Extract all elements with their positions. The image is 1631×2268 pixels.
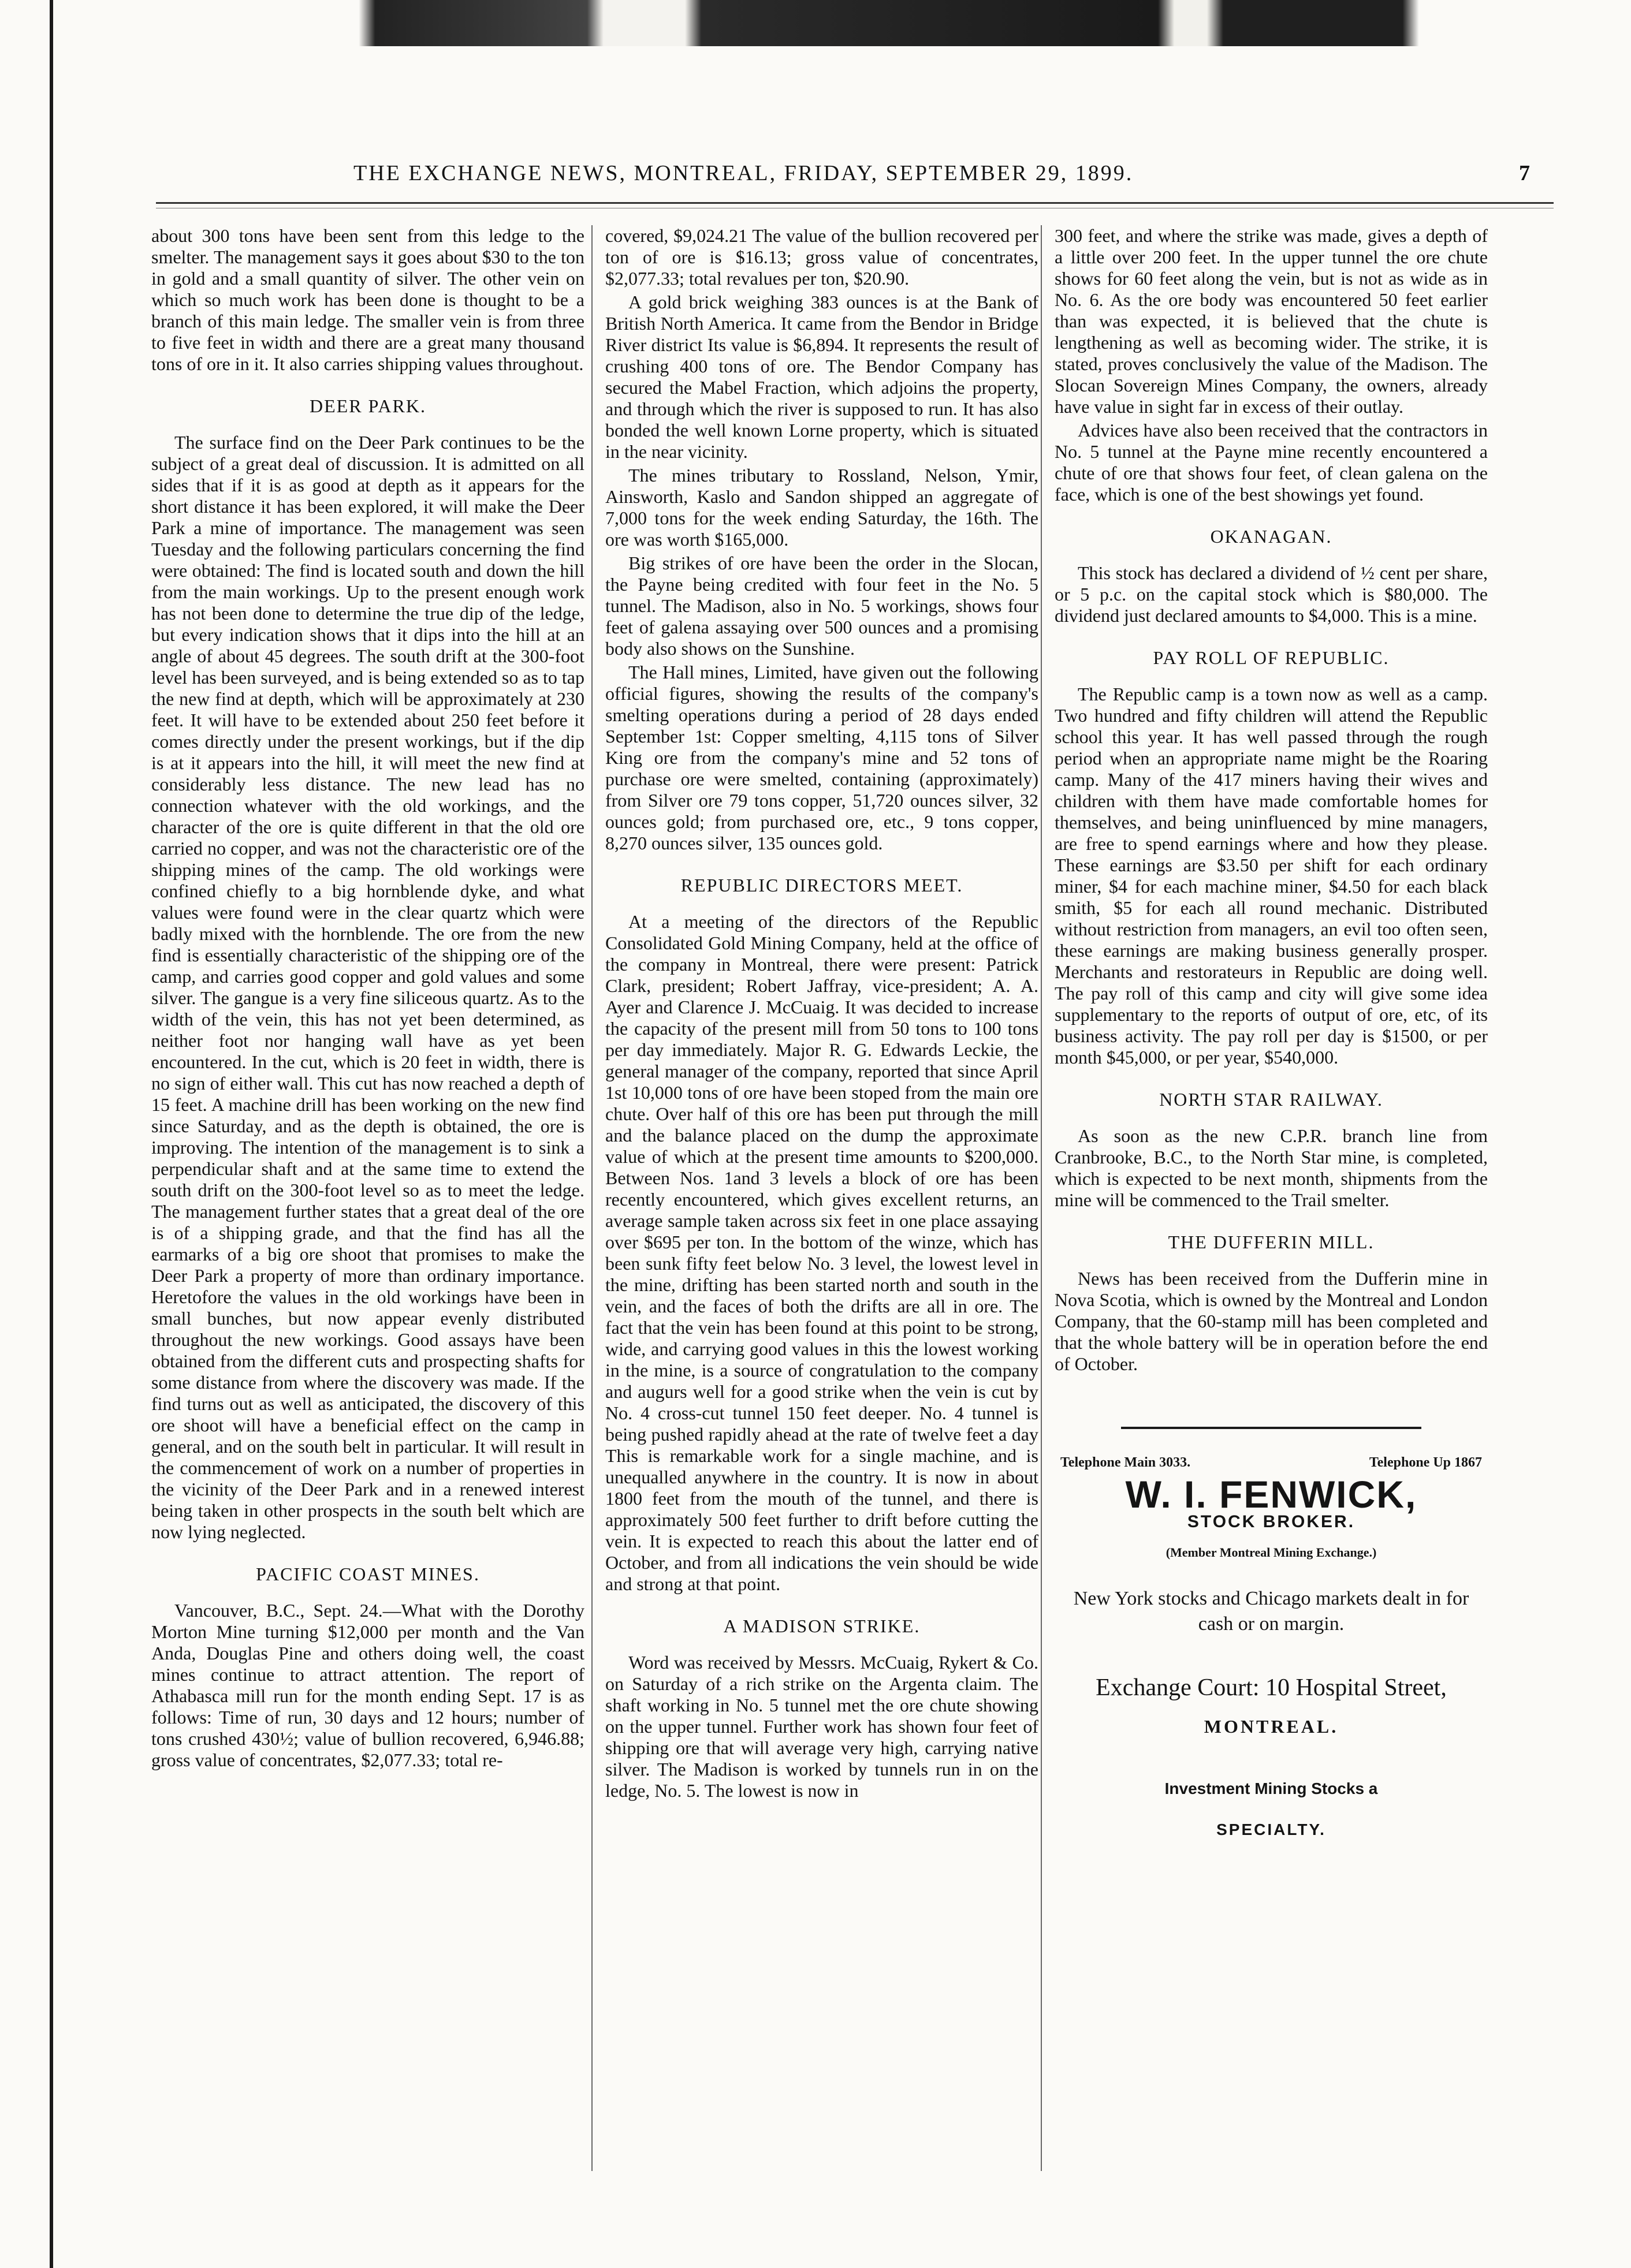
paragraph: At a meeting of the directors of the Republic Consolidated Gold Mining Company, held at the office of the company in Montreal, there were present: Patrick Clark, president; Robert Jaffray, vice-president; A. A. Ayer and Clarence J. McCuaig. It was decided to increase the capacity of the present mill from 50 tons to 100 tons per day immediately. Major R. G. Edwards Leckie, the general manager of the company, reported that since April 1st 10,000 tons of ore have been stoped from the main ore chute. Over half of this ore has been put through the mill and the balance placed on the dump the approximate value of which at the present time amounts to $200,000. Between Nos. 1and 3 levels a block of ore has been recently encountered, which gives excellent returns, an average sample taken across six feet in one place assaying over $695 per ton. In the bottom of the winze, which has been sunk fifty feet below No. 3 level, the lowest level in the mine, drifting has been started north and south in the vein, and the faces of both the drifts are all in ore. The fact that the vein has been found at this point to be strong, wide, and carrying good values in this the lowest working in the mine, is a source of congratulation to the company and augurs well for a good strike when the vein is cut by No. 4 cross-cut tunnel 150 feet deeper. No. 4 tunnel is being pushed rapidly ahead at the rate of twelve feet a day This is remarkable work for a single machine, and is unequalled anywhere in the country. It is now in about 1800 feet from the mouth of the tunnel, and there is approximately 500 feet further to drift before cutting the vein. It is expected to reach this about the latter end of October, and from all indications the vein should be wide and strong at that point. xyxy=(605,911,1038,1594)
newspaper-masthead-line: THE EXCHANGE NEWS, MONTREAL, FRIDAY, SEPTEMBER 29, 1899. xyxy=(353,161,1134,185)
broker-city: MONTREAL. xyxy=(1204,1716,1339,1737)
headline-republic-directors-meet: REPUBLIC DIRECTORS MEET. xyxy=(680,875,963,896)
ad-rule xyxy=(1121,1427,1421,1429)
page-number: 7 xyxy=(1519,161,1532,185)
paragraph: The mines tributary to Rossland, Nelson, Ymir, Ainsworth, Kaslo and Sandon shipped an aggregate of 7,000 tons for the week ending Saturday, the 16th. The ore was worth $165,000. xyxy=(605,465,1038,550)
paragraph: Word was received by Messrs. McCuaig, Rykert & Co. on Saturday of a rich strike on the Argenta claim. The shaft working in No. 5 tunnel met the ore chute showing on the upper tunnel. Further work has shown four feet of shipping ore that will average very high, carrying native silver. The Madison is worked by tunnels run in on the ledge, No. 5. The lowest is now in xyxy=(605,1652,1038,1801)
paragraph: about 300 tons have been sent from this ledge to the smelter. The management says it goes about $30 to the ton in gold and a small quantity of silver. The other vein on which so much work has been done is thought to be a branch of this main ledge. The smaller vein is from three to five feet in width and there are a great many thousand tons of ore in it. It also carries shipping values throughout. xyxy=(151,225,584,374)
page-binding-edge xyxy=(50,0,53,2268)
broker-role: STOCK BROKER. xyxy=(1187,1512,1356,1531)
column-divider xyxy=(1041,225,1042,2171)
headline-madison-strike: A MADISON STRIKE. xyxy=(723,1616,921,1636)
headline-pay-roll-of-republic: PAY ROLL OF REPUBLIC. xyxy=(1153,647,1390,668)
broker-name: W. I. FENWICK, xyxy=(1125,1473,1417,1516)
header-rule xyxy=(156,202,1554,204)
phone-up: Telephone Up 1867 xyxy=(1369,1455,1482,1470)
paragraph: As soon as the new C.P.R. branch line from Cranbrooke, B.C., to the North Star mine, is completed, which is expected to be next month, shipments from the mine will be commenced to the Trail smelter. xyxy=(1055,1125,1488,1210)
paragraph: The Hall mines, Limited, have given out the following official figures, showing the results of the company's smelting operations during a period of 28 days ended September 1st: Copper smelting, 4,115 tons of Silver King ore from the company's mine and 52 tons of purchase ore were smelted, containing (approximately) from Silver ore 79 tons copper, 51,720 ounces silver, 32 ounces gold; from purchased ore, etc., 9 tons copper, 8,270 ounces silver, 135 ounces gold. xyxy=(605,662,1038,853)
column-1 xyxy=(151,225,584,1773)
scan-edge-artifact xyxy=(0,0,1631,46)
paragraph: This stock has declared a dividend of ½ cent per share, or 5 p.c. on the capital stock which is $80,000. The dividend just declared amounts to $4,000. This is a mine. xyxy=(1055,562,1488,626)
headline-okanagan: OKANAGAN. xyxy=(1210,526,1332,547)
broker-markets: New York stocks and Chicago markets dealt in for cash or on margin. xyxy=(1073,1588,1469,1635)
paragraph: covered, $9,024.21 The value of the bullion recovered per ton of ore is $16.13; gross value of concentrates, $2,077.33; total revalues per ton, $20.90. xyxy=(605,225,1038,289)
broker-membership: (Member Montreal Mining Exchange.) xyxy=(1165,1545,1377,1560)
paragraph: The surface find on the Deer Park continues to be the subject of a great deal of discussion. It is admitted on all sides that if it is as good at depth as it appears for the short distance it has been explored, it will make the Deer Park a mine of importance. The management was seen Tuesday and the following particulars concerning the find were obtained: The find is located south and down the hill from the main workings. Up to the present enough work has not been done to determine the true dip of the ledge, but every indication shows that it dips into the hill at an angle of about 45 degrees. The south drift at the 300-foot level has been surveyed, and is being extended so as to tap the new find at depth, which will be approximately at 230 feet. It will have to be extended about 250 feet before it comes directly under the present workings, but if the dip is at it appears into the hill, it will meet the new find at considerably less distance. The new lead has no connection whatever with the old workings, and the character of the ore is quite different in that the old ore carried no copper, and was not the characteristic ore of the shipping mines of the camp. The old workings were confined chiefly to a big hornblende dyke, and what values were found were in the clear quartz which were badly mixed with the hornblende. The ore from the new find is essentially characteristic of the shipping ore of the camp, and carries good copper and gold values and some silver. The gangue is a very fine siliceous quartz. As to the width of the vein, this has not yet been determined, as neither foot nor hanging wall have as yet been encountered. In the cut, which is 20 feet in width, there is no sign of either wall. This cut has now reached a depth of 15 feet. A machine drill has been working on the new find since Saturday, and as the depth is obtained, the ore is improving. The intention of the management is to sink a perpendicular shaft and at the same time to extend the south drift on the 300-foot level so as to meet the ledge. The management further states that a great deal of the ore is of a shipping grade, and that the find has all the earmarks of a big ore shoot that promises to make the Deer Park a property of more than ordinary importance. Heretofore the values in the old workings have been in small bunches, but now appear evenly distributed throughout the new workings. Good assays have been obtained from the different cuts and prospecting shafts for some distance from where the discovery was made. If the find turns out as well as anticipated, the discovery of this ore shoot will have a beneficial effect on the camp in general, and on the south belt in particular. It will result in the commencement of work on a number of properties in the vicinity of the Deer Park and in a renewed interest being taken in other prospects in the south belt which are now lying neglected. xyxy=(151,432,584,1542)
paragraph: 300 feet, and where the strike was made, gives a depth of a little over 200 feet. In the upper tunnel the ore chute shows for 60 feet along the vein, but is not as wide as in No. 6. As the ore body was encountered 50 feet earlier than was expected, it is believed that the chute is lengthening as well as becoming wider. The strike, it is stated, proves conclusively the value of the Madison. The Slocan Sovereign Mines Company, the owners, already have value in sight far in excess of their outlay. xyxy=(1055,225,1488,417)
column-divider xyxy=(591,225,593,2171)
paragraph: The Republic camp is a town now as well as a camp. Two hundred and fifty children will attend the Republic school this year. It has well passed through the rough period when an appropriate name might be the Roaring camp. Many of the 417 miners having their wives and children with them have made comfortable homes for themselves, and being uninfluenced by mine managers, are free to spend earnings where and how they please. These earnings are $3.50 per shift for each ordinary miner, $4 for each machine miner, $4.50 for each black smith, $5 for each all round mechanic. Distributed without restriction from managers, an evil too often seen, these earnings are making business generally prosper. Merchants and restorateurs in Republic are doing well. The pay roll of this camp and city will give some idea supplementary to the reports of output of ore, etc, of its business activity. The pay roll per day is $1500, or per month $45,000, or per year, $540,000. xyxy=(1055,684,1488,1068)
headline-north-star-railway: NORTH STAR RAILWAY. xyxy=(1159,1089,1383,1110)
ad-phones xyxy=(1055,1452,1488,1474)
paragraph: A gold brick weighing 383 ounces is at the Bank of British North America. It came from the Bendor in Bridge River district Its value is $6,894. It represents the result of crushing 400 tons of ore. The Bendor Company has secured the Mabel Fraction, which adjoins the property, and through which the river is supposed to run. It has also bonded the well known Lorne property, which is situated in the near vicinity. xyxy=(605,292,1038,462)
page-header xyxy=(353,161,1532,195)
broker-investment-line: Investment Mining Stocks a xyxy=(1164,1780,1378,1797)
paragraph: Vancouver, B.C., Sept. 24.—What with the Dorothy Morton Mine turning $12,000 per month and the Van Anda, Douglas Pine and others doing well, the coast mines continue to attract attention. The report of Athabasca mill run for the month ending Sept. 17 is as follows: Time of run, 30 days and 12 hours; number of tons crushed 430½; value of bullion recovered, 6,946.88; gross value of concentrates, $2,077.33; total re- xyxy=(151,1600,584,1770)
paragraph: Big strikes of ore have been the order in the Slocan, the Payne being credited with four feet in the No. 5 tunnel. The Madison, also in No. 5 workings, shows four feet of galena assaying over 500 ounces and a promising body also shows on the Sunshine. xyxy=(605,553,1038,659)
paragraph: Advices have also been received that the contractors in No. 5 tunnel at the Payne mine recently encountered a chute of ore that shows four feet, of clean galena on the face, which is one of the best showings yet found. xyxy=(1055,420,1488,505)
phone-main: Telephone Main 3033. xyxy=(1060,1455,1191,1470)
broker-advertisement xyxy=(1055,1427,1488,1840)
paragraph: News has been received from the Dufferin mine in Nova Scotia, which is owned by the Montreal and London Company, that the 60-stamp mill has been completed and that the whole battery will be in operation before the end of October. xyxy=(1055,1268,1488,1374)
headline-dufferin-mill: THE DUFFERIN MILL. xyxy=(1168,1232,1375,1252)
headline-deer-park: DEER PARK. xyxy=(310,396,426,416)
broker-address: Exchange Court: 10 Hospital Street, xyxy=(1096,1674,1447,1701)
headline-pacific-coast-mines: PACIFIC COAST MINES. xyxy=(256,1564,480,1584)
column-3 xyxy=(1055,225,1488,1840)
column-2 xyxy=(605,225,1038,1804)
broker-specialty: SPECIALTY. xyxy=(1216,1821,1326,1838)
